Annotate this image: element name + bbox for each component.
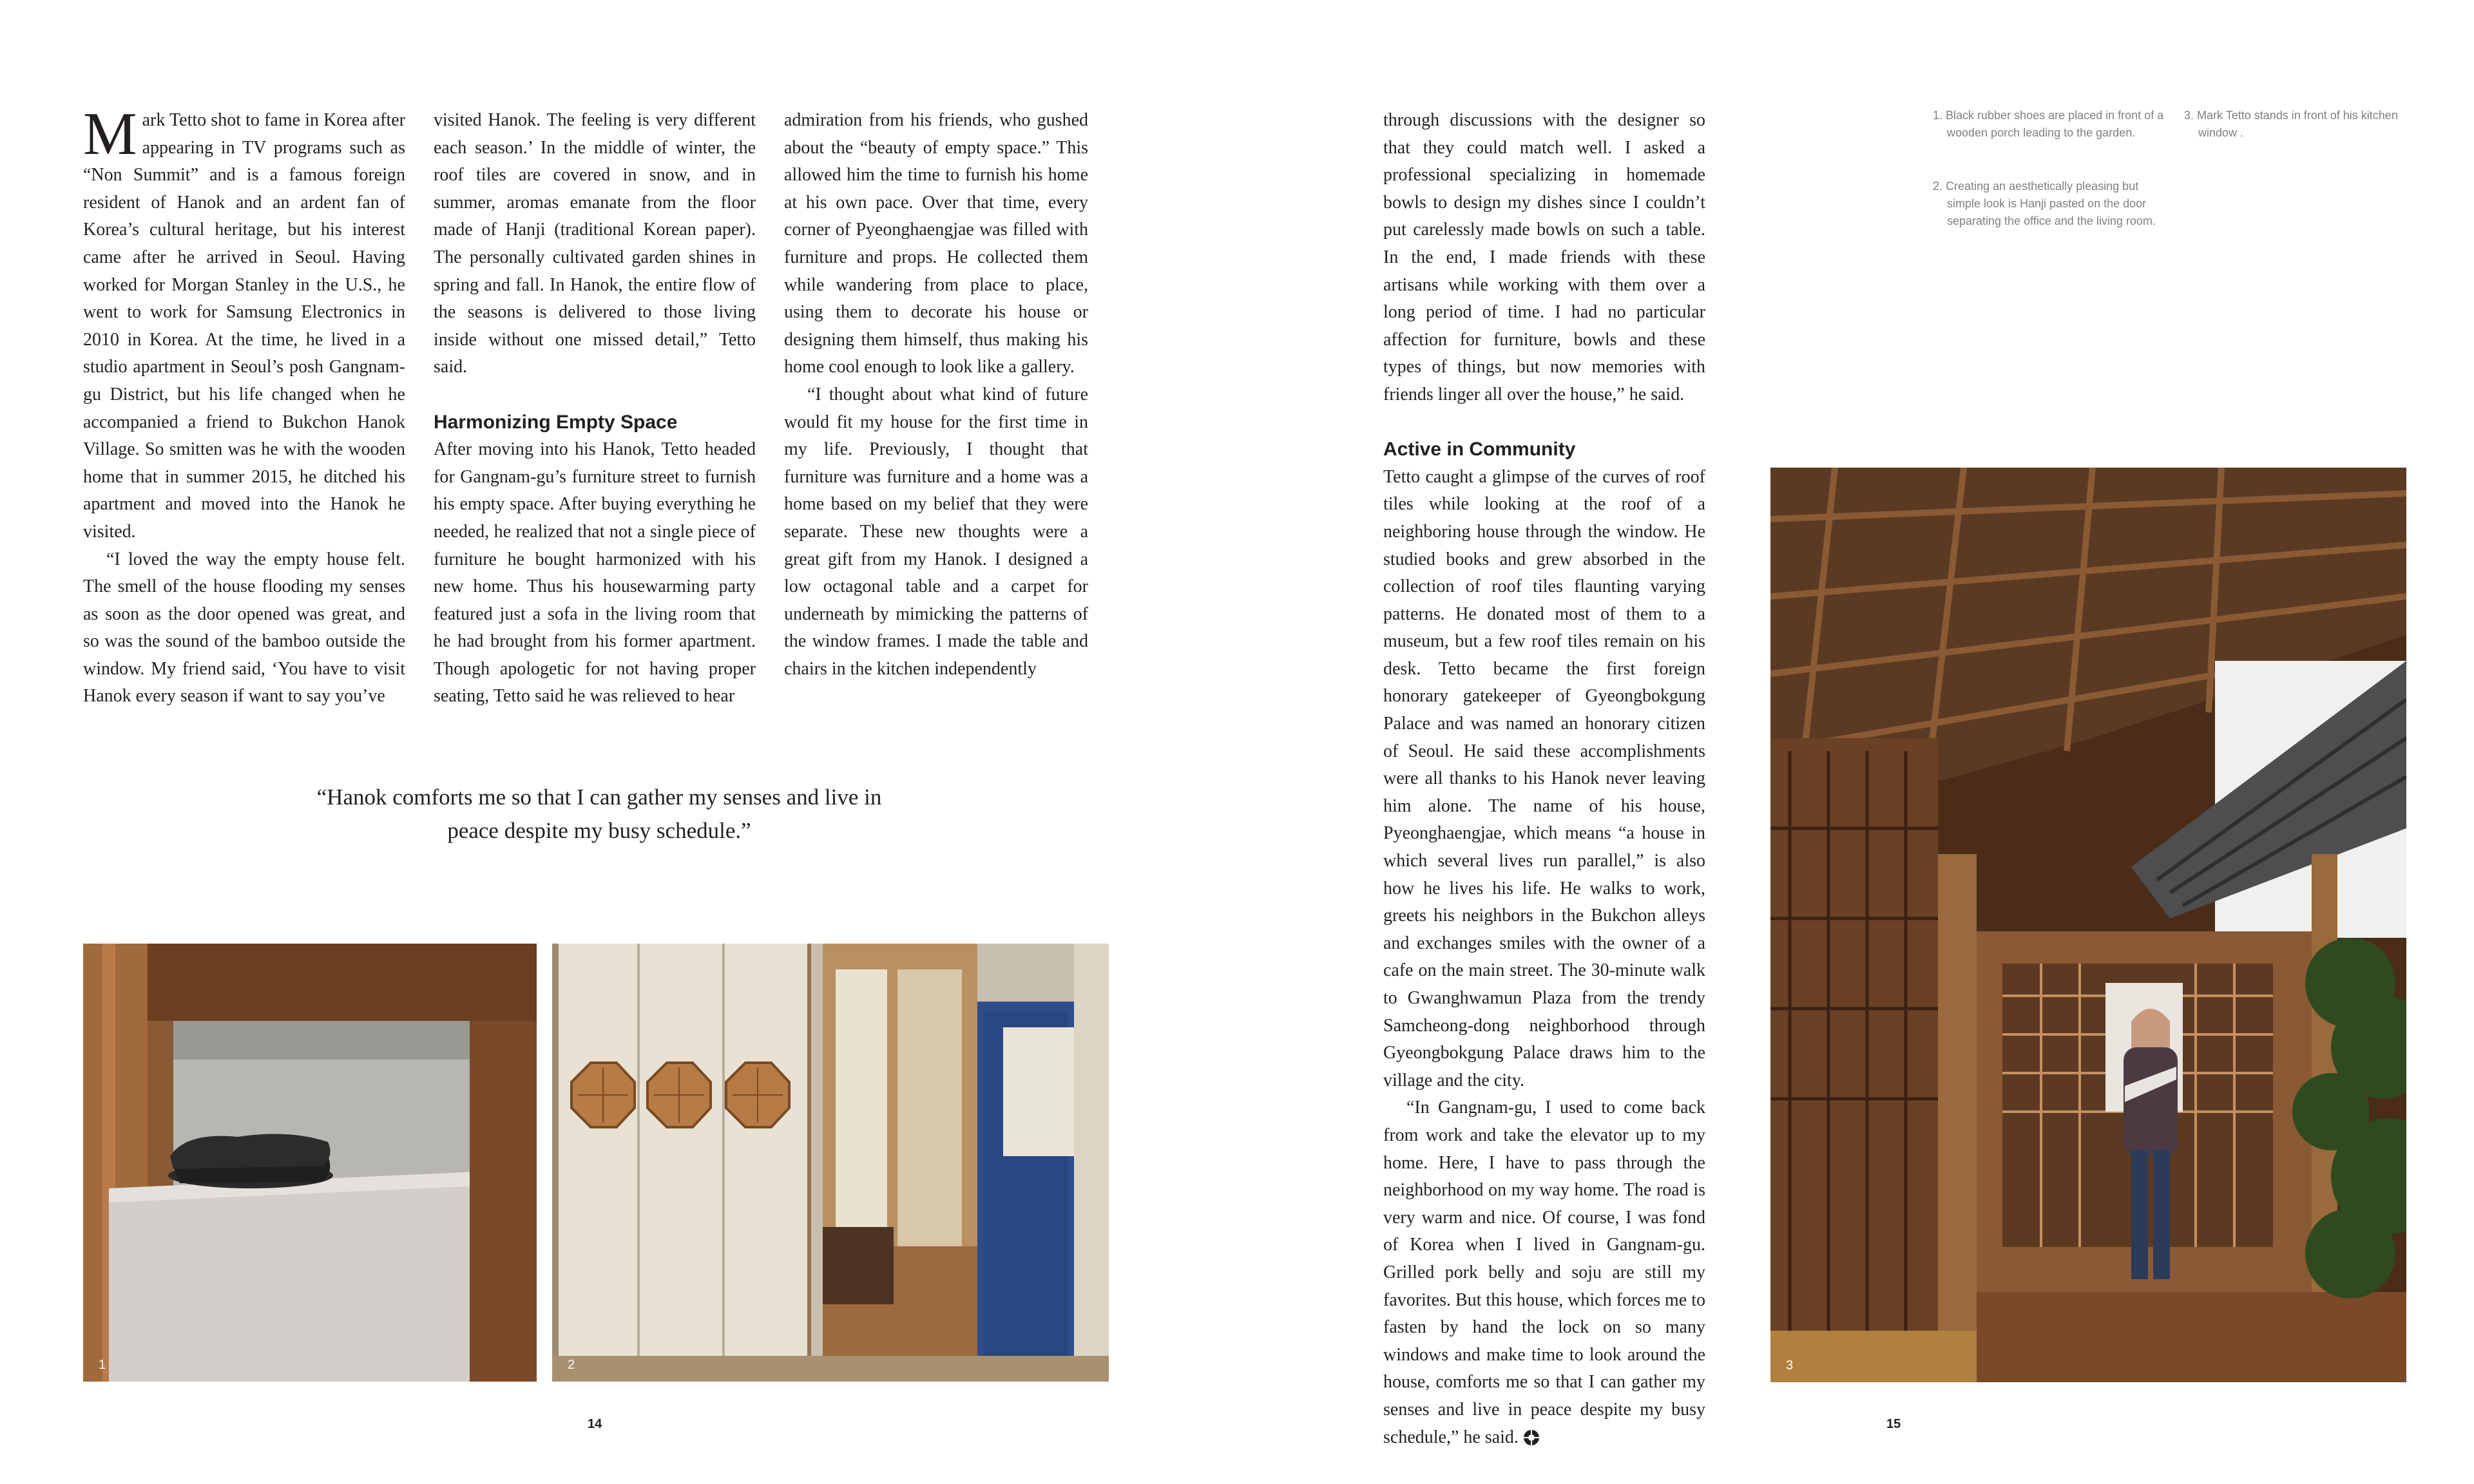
caption-1: 1. Black rubber shoes are placed in front of a wooden porch leading to the garden. [1933, 109, 2164, 139]
left-column-1 [83, 100, 405, 710]
photo-shoes [83, 944, 537, 1382]
left-column-3 [784, 107, 1088, 683]
end-mark-icon [1523, 1429, 1540, 1446]
paragraph: admiration from his friends, who gushed about the “beauty of empty space.” This allowed him the time to furnish his home at his own pace. Over that time, every corner of Pyeonghaengjae was filled with furniture and props. He collected them while wandering from place to place, using them to decorate his house or designing them himself, thus making his home cool enough to look like a gallery. [784, 110, 1088, 377]
caption-3: 3. Mark Tetto stands in front of his kitchen window . [2184, 109, 2398, 139]
photo-number: 1 [99, 1358, 106, 1372]
paragraph: After moving into his Hanok, Tetto headed for Gangnam-gu’s furniture street to furnish his empty space. After buying everything he needed, he realized that not a single piece of furniture he bought harmonized with his new home. Thus his housewarming party featured just a sofa in the living room that he had brought from his former apartment. Though apologetic for not having proper seating, Tetto said he was relieved to hear [434, 439, 756, 707]
section-heading: Active in Community [1383, 439, 1576, 461]
drop-cap: M [83, 100, 137, 167]
paragraph-text: “In Gangnam-gu, I used to come back from work and take the elevator up to my home. Here, I have to pass through the neighborhood on my way home. The road is very warm and nice. Of course, I was fond of Korea when I lived in Gangnam-gu. Grilled pork belly and soju are still my favorites. But this house, which forces me to fasten by hand the lock on so many windows and make time to look around the house, comforts me so that I can gather my senses and live in peace despite my busy schedule,” he said. [1383, 1098, 1706, 1447]
paragraph [83, 100, 405, 546]
left-column-2 [434, 107, 756, 710]
section-heading: Harmonizing Empty Space [434, 411, 678, 433]
paragraph: “I loved the way the empty house felt. The smell of the house flooding my senses as soon as the door opened was great, and so was the sound of the bamboo outside the window. My friend said, ‘You have to visit Hanok every season if want to say you’ve [83, 549, 405, 707]
paragraph-text: ark Tetto shot to fame in Korea after appearing in TV programs such as “Non Summit” and is a famous foreign resident of Hanok and an ardent fan of Korea’s cultural heritage, but his interest came after he arrived in Seoul. Having worked for Morgan Stanley in the U.S., he went to work for Samsung Electronics in 2010 in Korea. At the time, he lived in a studio apartment in Seoul’s posh Gangnam-gu District, but his life changed when he accompanied a friend to Bukchon Hanok Village. So smitten was he with the wooden home that in summer 2015, he ditched his apartment and moved into the Hanok he visited. [83, 110, 405, 542]
photo-hanji-doors [552, 944, 1109, 1382]
paragraph: Tetto caught a glimpse of the curves of roof tiles while looking at the roof of a neighboring house through the window. He studied books and grew absorbed in the collection of roof tiles flaunting varying patterns. He donated most of them to a museum, but a few roof tiles remain on his desk. Tetto became the first foreign honorary gatekeeper of Gyeongbokgung Palace and was named an honorary citizen of Seoul. He said these accomplishments were all thanks to his Hanok never leaving him alone. The name of his house, Pyeonghaengjae, which means “a house in which several lives run parallel,” is also how he lives his life. He walks to work, greets his neighbors in the Bukchon alleys and exchanges smiles with the owner of a cafe on the main street. The 30-minute walk to Gwanghwamun Plaza from the trendy Samcheong-dong neighborhood through Gyeongbokgung Palace draws him to the village and the city. [1383, 466, 1705, 1090]
hanok-illustration [1770, 468, 2406, 1382]
right-column [1383, 107, 1705, 1451]
page-number-left: 14 [588, 1417, 602, 1431]
paragraph: visited Hanok. The feeling is very different each season.’ In the middle of winter, the roof tiles are covered in snow, and in summer, aromas emanate from the floor made of Hanji (traditional Korean paper). The personally cultivated garden shines in spring and fall. In Hanok, the entire flow of the seasons is delivered to those living inside without one missed detail,” Tetto said. [434, 110, 756, 377]
photo-mark-tetto [1770, 468, 2406, 1382]
paragraph [1383, 1094, 1705, 1451]
paragraph: through discussions with the designer so that they could match well. I asked a professional specializing in homemade bowls to design my dishes since I couldn’t put carelessly made bowls on such a table. In the end, I made friends with these artisans while working with them over a long period of time. I had no particular affection for furniture, bowls and these types of things, but now memories with friends linger all over the house,” he said. [1383, 110, 1705, 404]
caption-2: 2. Creating an aesthetically pleasing but simple look is Hanji pasted on the door separating the office and the living room. [1933, 180, 2156, 227]
photo-number: 3 [1786, 1358, 1794, 1373]
shoes-illustration [83, 944, 537, 1382]
doors-illustration [552, 944, 1109, 1382]
paragraph: “I thought about what kind of future would fit my house for the first time in my life. Previously, I thought that furniture was furniture and a home was a home based on my belief that they were separate. These new thoughts were a great gift from my Hanok. I designed a low octagonal table and a carpet for underneath by mimicking the patterns of the window frames. I made the table and chairs in the kitchen independently [784, 384, 1088, 679]
pull-quote: “Hanok comforts me so that I can gather my senses and live in peace despite my busy schedule.” [316, 785, 882, 843]
photo-number: 2 [568, 1358, 575, 1372]
page-number-right: 15 [1886, 1417, 1901, 1431]
